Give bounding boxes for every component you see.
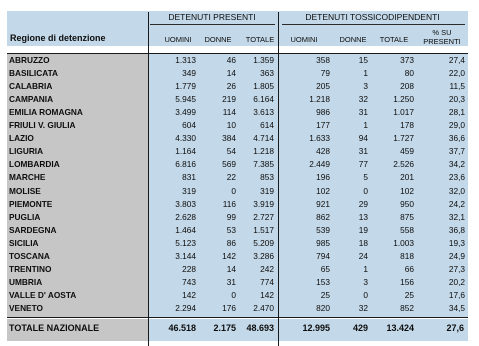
row-women-addicted: 18 <box>358 237 368 248</box>
row-men-addicted: 986 <box>316 107 330 118</box>
row-total-addicted: 1.727 <box>393 133 414 144</box>
row-men-present: 1.164 <box>175 146 196 157</box>
row-women-present: 0 <box>231 289 236 300</box>
row-men-addicted: 79 <box>320 68 330 79</box>
row-total-addicted: 66 <box>404 263 414 274</box>
row-total-present: 242 <box>260 263 274 274</box>
row-men-present: 1.779 <box>175 81 196 92</box>
row-women-addicted: 5 <box>363 172 368 183</box>
row-total-addicted: 2.526 <box>393 159 414 170</box>
row-men-present: 2.628 <box>175 211 196 222</box>
group-header-present: DETENUTI PRESENTI <box>168 12 256 22</box>
row-percent: 22,0 <box>448 68 465 79</box>
row-women-present: 99 <box>226 211 236 222</box>
row-men-present: 1.313 <box>175 55 196 65</box>
row-total-present: 2.727 <box>253 211 274 222</box>
row-region: UMBRIA <box>9 276 43 287</box>
row-men-addicted: 25 <box>320 289 330 300</box>
row-total-addicted: 875 <box>400 211 414 222</box>
row-men-addicted: 862 <box>316 211 330 222</box>
row-percent: 36,8 <box>448 224 465 235</box>
row-women-present: 46 <box>226 55 236 65</box>
row-percent: 32,1 <box>448 211 465 222</box>
row-women-present: 86 <box>226 237 236 248</box>
total-label: TOTALE NAZIONALE <box>9 323 100 333</box>
row-men-addicted: 153 <box>316 276 330 287</box>
row-total-present: 363 <box>260 68 274 79</box>
row-men-addicted: 539 <box>316 224 330 235</box>
row-total-addicted: 373 <box>400 55 414 65</box>
row-women-present: 176 <box>222 302 236 313</box>
row-total-addicted: 25 <box>404 289 414 300</box>
row-women-present: 219 <box>222 94 236 105</box>
row-region: MOLISE <box>9 185 41 196</box>
row-percent: 27,3 <box>448 263 465 274</box>
col-header-percent <box>418 29 466 46</box>
row-total-addicted: 558 <box>400 224 414 235</box>
row-women-present: 10 <box>226 120 236 131</box>
row-men-addicted: 794 <box>316 250 330 261</box>
row-total-present: 614 <box>260 120 274 131</box>
row-total-addicted: 459 <box>400 146 414 157</box>
row-total-present: 319 <box>260 185 274 196</box>
row-men-present: 228 <box>182 263 196 274</box>
row-women-addicted: 24 <box>358 250 368 261</box>
row-women-addicted: 3 <box>363 81 368 92</box>
row-region: LAZIO <box>9 133 34 144</box>
row-men-addicted: 205 <box>316 81 330 92</box>
total-women-addicted: 429 <box>352 323 368 333</box>
row-region: SARDEGNA <box>9 224 57 235</box>
row-men-present: 6.816 <box>175 159 196 170</box>
row-men-present: 831 <box>182 172 196 183</box>
row-total-present: 3.286 <box>253 250 274 261</box>
row-women-addicted: 0 <box>363 185 368 196</box>
row-total-present: 1.805 <box>253 81 274 92</box>
row-total-present: 5.209 <box>253 237 274 248</box>
row-percent: 36,6 <box>448 133 465 144</box>
row-women-present: 22 <box>226 172 236 183</box>
row-region: LIGURIA <box>9 146 44 157</box>
row-women-present: 569 <box>222 159 236 170</box>
row-region: TRENTINO <box>9 263 52 274</box>
row-total-addicted: 1.017 <box>393 107 414 118</box>
row-total-present: 1.517 <box>253 224 274 235</box>
row-men-present: 319 <box>182 185 196 196</box>
row-region: CALABRIA <box>9 81 53 92</box>
row-women-addicted: 31 <box>358 107 368 118</box>
row-men-addicted: 921 <box>316 198 330 209</box>
row-women-addicted: 19 <box>358 224 368 235</box>
row-women-addicted: 77 <box>358 159 368 170</box>
row-total-addicted: 818 <box>400 250 414 261</box>
row-percent: 34,2 <box>448 159 465 170</box>
row-region: VENETO <box>9 302 43 313</box>
row-percent: 37,7 <box>448 146 465 157</box>
row-percent: 29,0 <box>448 120 465 131</box>
col-header-percent-line1: % SU <box>432 28 452 37</box>
row-percent: 11,5 <box>449 81 465 92</box>
group-header-addicted: DETENUTI TOSSICODIPENDENTI <box>305 12 440 22</box>
col-header-total-present: TOTALE <box>245 35 275 44</box>
separator-present-addicted <box>278 12 279 346</box>
row-total-present: 6.164 <box>253 94 274 105</box>
row-region: PUGLIA <box>9 211 41 222</box>
total-women-present: 2.175 <box>213 323 236 333</box>
row-total-present: 4.714 <box>253 133 274 144</box>
row-women-addicted: 1 <box>363 68 368 79</box>
row-men-present: 5.123 <box>175 237 196 248</box>
row-women-present: 0 <box>231 185 236 196</box>
row-total-addicted: 80 <box>404 68 414 79</box>
row-men-addicted: 65 <box>320 263 330 274</box>
row-women-present: 31 <box>226 276 236 287</box>
row-percent: 34,5 <box>448 302 465 313</box>
row-men-present: 3.499 <box>175 107 196 118</box>
row-women-present: 54 <box>226 146 236 157</box>
row-region: MARCHE <box>9 172 46 183</box>
row-women-addicted: 32 <box>358 302 368 313</box>
row-men-addicted: 1.218 <box>309 94 330 105</box>
row-men-present: 2.294 <box>175 302 196 313</box>
row-total-addicted: 950 <box>400 198 414 209</box>
row-total-addicted: 156 <box>400 276 414 287</box>
row-women-present: 14 <box>226 263 236 274</box>
row-men-addicted: 820 <box>316 302 330 313</box>
row-total-present: 853 <box>260 172 274 183</box>
row-women-present: 26 <box>226 81 236 92</box>
row-men-addicted: 985 <box>316 237 330 248</box>
row-percent: 28,1 <box>448 107 465 118</box>
row-men-present: 1.464 <box>175 224 196 235</box>
row-women-addicted: 3 <box>363 276 368 287</box>
row-total-present: 2.470 <box>253 302 274 313</box>
row-percent: 19,3 <box>448 237 465 248</box>
row-men-present: 3.144 <box>175 250 196 261</box>
row-percent: 27,4 <box>448 55 465 65</box>
col-header-women-addicted: DONNE <box>339 35 367 44</box>
header-bottom-rule <box>7 53 468 54</box>
row-region: FRIULI V. GIULIA <box>9 120 76 131</box>
row-total-present: 7.385 <box>253 159 274 170</box>
row-total-addicted: 208 <box>400 81 414 92</box>
row-women-addicted: 31 <box>358 146 368 157</box>
total-men-present: 46.518 <box>168 323 196 333</box>
row-region: ABRUZZO <box>9 55 50 65</box>
row-women-present: 53 <box>226 224 236 235</box>
region-column-header: Regione di detenzione <box>10 33 106 43</box>
row-women-addicted: 32 <box>358 94 368 105</box>
group-underline-addicted <box>282 24 465 25</box>
row-women-addicted: 0 <box>363 289 368 300</box>
row-women-addicted: 15 <box>358 55 368 65</box>
row-total-present: 1.218 <box>253 146 274 157</box>
group-underline-present <box>150 24 275 25</box>
row-total-addicted: 201 <box>400 172 414 183</box>
row-women-addicted: 94 <box>358 133 368 144</box>
row-men-addicted: 177 <box>316 120 330 131</box>
row-region: CAMPANIA <box>9 94 54 105</box>
col-header-percent-line2: PRESENTI <box>423 36 461 46</box>
row-men-present: 604 <box>182 120 196 131</box>
total-total-present: 48.693 <box>246 323 274 333</box>
row-percent: 32,0 <box>448 185 465 196</box>
row-region: BASILICATA <box>9 68 59 79</box>
row-total-addicted: 178 <box>400 120 414 131</box>
row-women-present: 14 <box>226 68 236 79</box>
row-men-present: 349 <box>182 68 196 79</box>
row-percent: 24,2 <box>448 198 465 209</box>
col-header-women-present: DONNE <box>204 35 232 44</box>
row-men-addicted: 196 <box>316 172 330 183</box>
row-total-present: 142 <box>260 289 274 300</box>
col-header-men-present: UOMINI <box>164 35 192 44</box>
col-header-total-addicted: TOTALE <box>379 35 409 44</box>
total-total-addicted: 13.424 <box>386 323 414 333</box>
row-percent: 20,2 <box>448 276 465 287</box>
row-men-present: 4.330 <box>175 133 196 144</box>
row-total-present: 3.613 <box>253 107 274 118</box>
row-men-addicted: 102 <box>316 185 330 196</box>
col-header-men-addicted: UOMINI <box>290 35 318 44</box>
row-percent: 20,3 <box>448 94 465 105</box>
row-region: VALLE D' AOSTA <box>9 289 77 300</box>
row-total-addicted: 852 <box>400 302 414 313</box>
row-percent: 24,9 <box>448 250 465 261</box>
row-region: SICILIA <box>9 237 39 248</box>
row-total-addicted: 1.003 <box>393 237 414 248</box>
row-men-present: 142 <box>182 289 196 300</box>
row-region: PIEMONTE <box>9 198 53 209</box>
row-men-addicted: 1.633 <box>309 133 330 144</box>
row-region: LOMBARDIA <box>9 159 60 170</box>
row-region: TOSCANA <box>9 250 50 261</box>
row-men-addicted: 2.449 <box>309 159 330 170</box>
total-top-rule <box>7 317 468 318</box>
row-women-present: 116 <box>222 198 236 209</box>
row-men-present: 3.803 <box>175 198 196 209</box>
row-men-addicted: 358 <box>316 55 330 65</box>
row-total-addicted: 102 <box>400 185 414 196</box>
row-women-addicted: 29 <box>358 198 368 209</box>
row-women-addicted: 1 <box>363 120 368 131</box>
total-percent: 27,6 <box>446 323 464 333</box>
row-total-present: 3.919 <box>253 198 274 209</box>
row-percent: 23,6 <box>448 172 465 183</box>
row-total-present: 1.359 <box>253 55 274 65</box>
row-percent: 17,6 <box>448 289 465 300</box>
row-women-present: 114 <box>222 107 236 118</box>
row-region: EMILIA ROMAGNA <box>9 107 83 118</box>
row-women-addicted: 13 <box>358 211 368 222</box>
row-men-present: 743 <box>182 276 196 287</box>
row-total-addicted: 1.250 <box>393 94 414 105</box>
separator-region-present <box>148 12 149 346</box>
row-men-addicted: 428 <box>316 146 330 157</box>
row-women-present: 142 <box>222 250 236 261</box>
row-women-present: 384 <box>222 133 236 144</box>
row-women-addicted: 1 <box>363 263 368 274</box>
row-total-present: 774 <box>260 276 274 287</box>
total-men-addicted: 12.995 <box>302 323 330 333</box>
row-men-present: 5.945 <box>175 94 196 105</box>
